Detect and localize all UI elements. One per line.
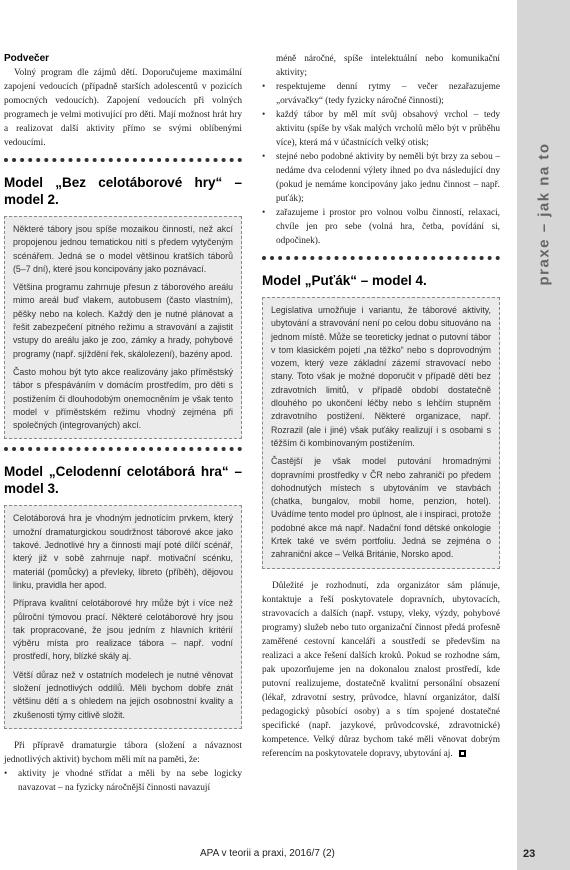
left-column bbox=[4, 52, 242, 795]
model3-title: Model „Celodenní celotáborá hra“ – model 3. bbox=[4, 464, 242, 497]
model3-paragraph: Celotáborová hra je vhodným jednotícím prvkem, který umožní dramaturgickou soudržnost táborové akce jako takové. Jednotlivé hry a činnosti mají poté dílčí scénář, který již v sobě zahrnuje např. motivační scénku, materiál (pomůcky) a převleky, libreto (příběh), dějovou linku, pravidla her apod. bbox=[13, 513, 233, 590]
bullet-item: • zařazujeme i prostor pro volnou volbu činností, relaxaci, chvíle jen pro sebe (volná hra, četba, povídání si, odpočinek). bbox=[262, 206, 500, 248]
model4-title: Model „Puťák“ – model 4. bbox=[262, 273, 427, 288]
right-column bbox=[262, 52, 500, 761]
podvecer-text: Volný program dle zájmů dětí. Doporučujeme maximální zapojení vedoucích (případně starších adolescentů v pozicích pomocných vedoucích). Zapojení vedoucích při volných programech je velmi motivující pro děti. Mají možnost hrát hry a realizovat další aktivity přímo se svými oblíbenými vedoucími. bbox=[4, 68, 242, 148]
closing-body: Důležité je rozhodnutí, zda organizátor sám plánuje, kontaktuje a řeší poskytovatele dopravních, ubytovacích, stravovacích a dalších (např. vstupy, vleky, výzdy, pohybové programy) služeb nebo tuto organizační činnost předá profesně zaměřené cestovní kanceláři a soustředí se především na realizaci a akce řešení dalších kroků. Pokud se rozhodne sám, pak upozorňujeme jen na dokonalou znalost prostředí, kde putovní realizujeme, dostatečně kvalitní personální obsazení (lékař, zdravotní sestry, průvodce, hlavní organizátor, další pedagogický působící osoby) a s tím spojené dostatečné specifické (např. jazykové, průvodcovské, zdravotnické) kompetence. Velký důraz bychom také měli věnovat dobrým referencím na poskytovatele dopravy, ubytování aj. bbox=[262, 580, 500, 759]
podvecer-heading: Podvečer bbox=[4, 53, 50, 64]
bullet-continuation: méně náročné, spíše intelektuální nebo komunikační aktivity; bbox=[276, 54, 500, 78]
bottom-text: Při přípravě dramaturgie tábora (složení a návaznost jednotlivých aktivit) bychom měli mít na paměti, že: bbox=[4, 740, 242, 765]
footer-source: APA v teorii a praxi, 2016/7 (2) bbox=[200, 848, 335, 859]
closing-text bbox=[262, 579, 500, 761]
model3-paragraph: Příprava kvalitní celotáborové hry může být i více než půlroční týmovou prací. Některé celotáborové hry jsou tak propracované, že jsou jedním z hlavních kritérií výběru místa pro realizace tábora – např. vodní prostředí, hory, blízké skály aj. bbox=[13, 598, 233, 662]
model4-paragraph: Legislativa umožňuje i variantu, že táborové aktivity, ubytování a stravování není po celou dobu situováno na jednom místě. Může se teoreticky jednat o putovní tábor v tom klasickém pojetí „na těžko“ nebo s doprovodným vozem, který veze základní zázemí stravovací nebo stany. Toto však je možné doporučit v případě dětí bez zdravotních limitů, v případě období dostatečně dlouhého po ukončení léčby nebo s lehčím stupněm zdravotního postižení. Některé organizace, např. Rozrazil (ale i jiné) však puťáky realizují i s osobami s těžším či kombinovaným postižením. bbox=[271, 305, 491, 448]
bullet-item: • každý tábor by měl mít svůj obsahový vrchol – tedy aktivitu (spíše by však malých vrcholů mělo být v průběhu více), která má v účastnících velký otisk; bbox=[262, 108, 500, 150]
model2-paragraph: Často mohou být tyto akce realizovány jako příměstský tábor s přespáváním v domácím prostředím, pro děti s postižením či dlouhodobým onemocněním je však tento model v příměstském režimu vhodný zejména při společných (integrovaných) akcí. bbox=[13, 366, 233, 431]
divider bbox=[4, 158, 242, 166]
bullet-item: • aktivity je vhodné střídat a měli by na sebe logicky navazovat – na fyzicky náročnější činnosti navazují bbox=[4, 767, 242, 795]
model2-title: Model „Bez celotáborové hry“ – model 2. bbox=[4, 175, 242, 207]
side-tab-label: praxe – jak na to bbox=[535, 142, 553, 286]
bullet-item: • respektujeme denní rytmy – večer nezařazujeme „orvávačky“ (tedy fyzicky náročné činnosti); bbox=[262, 80, 500, 108]
model2-box bbox=[4, 216, 242, 439]
bullet-list bbox=[4, 767, 242, 795]
model4-paragraph: Častější je však model putování hromadnými dopravními prostředky v ČR nebo zahraničí po předem dohodnutých místech s ubytováním ve stavbách (chatka, bungalov, mobil home, penzion, hotel). Uvádíme tento model pro úplnost, ale i inspiraci, protože podobné akce má např. Nadační fond dětské onkologie Krtek také ve svém portfoliu. Jedná se zejména o zahraniční akce – Velká Británie, Norsko apod. bbox=[271, 456, 491, 560]
divider bbox=[262, 256, 500, 264]
bullet-list bbox=[262, 80, 500, 248]
divider bbox=[4, 447, 242, 455]
model3-box bbox=[4, 505, 242, 728]
bullet-item: • stejné nebo podobné aktivity by neměli být brzy za sebou – nedáme dva celodenní výlety ihned po dva následující dny (pokud je nemáme koncipovány jako jednu činnost – např. puťák); bbox=[262, 150, 500, 206]
side-tab bbox=[517, 0, 570, 870]
page-number: 23 bbox=[523, 848, 536, 860]
model2-paragraph: Některé tábory jsou spíše mozaikou činností, než akcí propojenou jednou tematickou nití s předem vytyčeným scénářem. Jedná se o model většinou kratších táborů (5–7 dní), které jsou koncipovány jako poznávací. bbox=[13, 224, 233, 274]
model4-box bbox=[262, 297, 500, 569]
model2-paragraph: Většina programu zahrnuje přesun z táborového areálu mimo areál buď vlakem, autobusem (často vlastním), pěšky nebo na kolech. Každý den je nutné plánovat a řešit zabezpečení pitného režimu a stravování a zajistit vstupy do areálu jako je zoo, zámky a hrady, pohybové programy (např. sjíždění řek, skálolezení), bazény apod. bbox=[13, 282, 233, 359]
model3-paragraph: Větší důraz než v ostatních modelech je nutné věnovat složení jednotlivých oddílů. Měli bychom dobře znát většinu dětí a s ohledem na jejich osobnostní kvality a zkušenosti týmy citlivě složit. bbox=[13, 669, 233, 720]
end-mark-icon bbox=[459, 750, 466, 757]
